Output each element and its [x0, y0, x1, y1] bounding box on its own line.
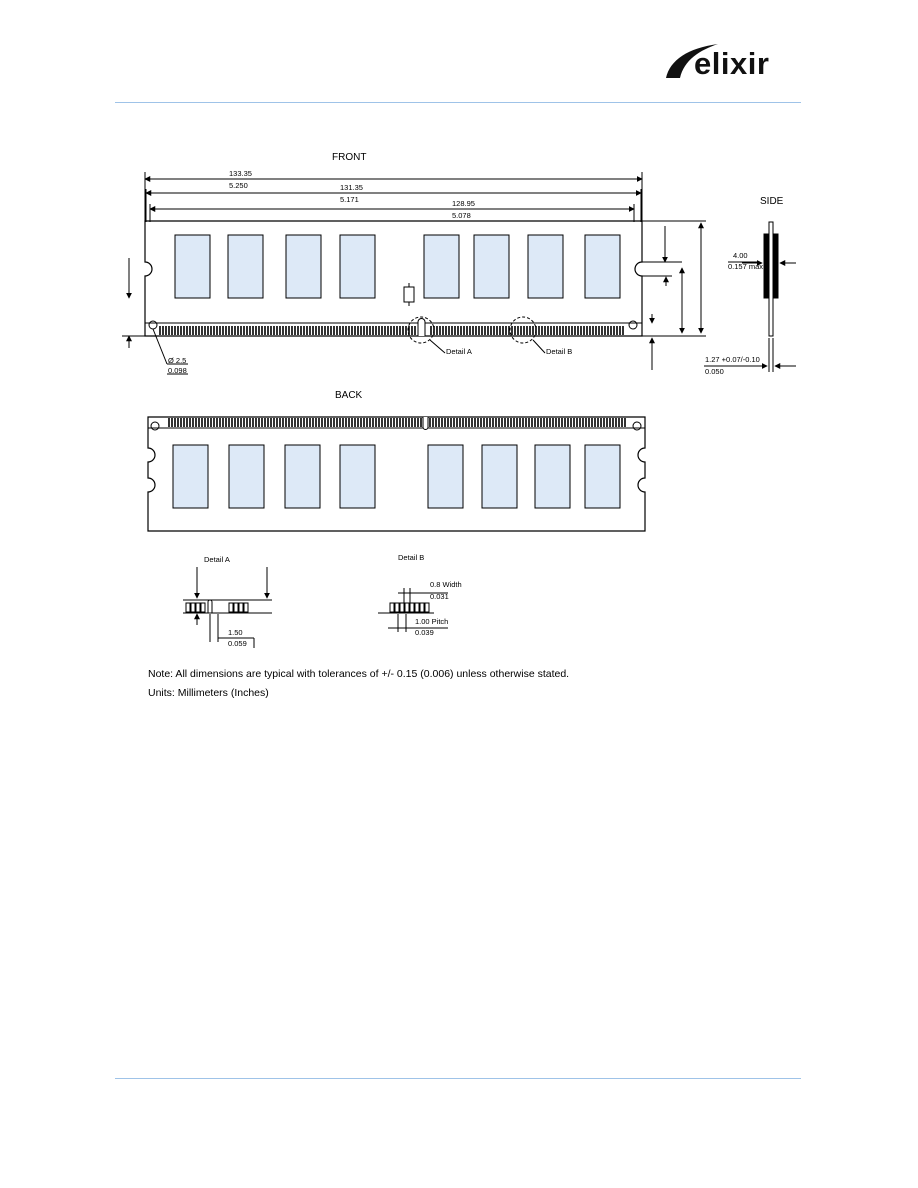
detail-a-dim-mm: 1.50 — [228, 628, 243, 637]
back-chip — [585, 445, 620, 508]
back-pins — [169, 418, 625, 427]
back-view — [148, 417, 645, 531]
front-pins — [160, 326, 623, 335]
dim-overall-in: 5.250 — [229, 181, 248, 190]
mounting-hole — [629, 321, 637, 329]
front-chip — [585, 235, 620, 298]
back-chip — [173, 445, 208, 508]
front-chip — [474, 235, 509, 298]
back-chip — [340, 445, 375, 508]
front-chip — [340, 235, 375, 298]
pin-pitch-mm: 1.00 Pitch — [415, 617, 449, 626]
side-view-label: SIDE — [760, 196, 784, 207]
side-thickness-mm: 4.00 — [733, 251, 748, 260]
detail-b-callout-label: Detail B — [546, 347, 573, 356]
back-chip — [428, 445, 463, 508]
front-chips — [175, 235, 620, 298]
back-key-notch — [423, 417, 428, 430]
back-view-label: BACK — [335, 390, 363, 401]
units-note: Units: Millimeters (Inches) — [148, 687, 269, 699]
front-pcb-outline — [145, 221, 642, 336]
side-pcb — [769, 222, 773, 336]
dim-inner-mm: 128.95 — [452, 199, 475, 208]
mounting-hole — [151, 422, 159, 430]
detail-b-pins — [390, 603, 429, 612]
back-chip — [229, 445, 264, 508]
side-view — [704, 222, 796, 372]
back-chip — [535, 445, 570, 508]
tolerance-note: Note: All dimensions are typical with tolerances of +/- 0.15 (0.006) unless otherwise stated. — [148, 668, 570, 680]
detail-a-title: Detail A — [204, 555, 230, 564]
detail-a-callout-label: Detail A — [446, 347, 472, 356]
front-chip — [228, 235, 263, 298]
pin-width-mm: 0.8 Width — [430, 580, 462, 589]
pin-pitch-in: 0.039 — [415, 628, 434, 637]
back-chips — [173, 445, 620, 508]
pcb-thickness-in: 0.050 — [705, 367, 724, 376]
dim-middle-mm: 131.35 — [340, 183, 363, 192]
back-chip — [482, 445, 517, 508]
detail-b-callout — [510, 317, 536, 343]
detail-a-pins — [186, 603, 248, 612]
brand-name: elixir — [694, 46, 770, 81]
side-chip-left — [764, 234, 769, 298]
detail-b-title: Detail B — [398, 553, 425, 562]
detail-a-notch — [208, 600, 212, 613]
front-chip — [286, 235, 321, 298]
hole-dim-mm: Ø 2.5 — [168, 356, 187, 365]
front-chip — [175, 235, 210, 298]
dim-middle-in: 5.171 — [340, 195, 359, 204]
mounting-hole — [149, 321, 157, 329]
pcb-thickness-mm: 1.27 +0.07/-0.10 — [705, 355, 760, 364]
key-notch — [418, 319, 425, 336]
dim-overall-mm: 133.35 — [229, 169, 252, 178]
back-chip — [285, 445, 320, 508]
front-chip — [424, 235, 459, 298]
mounting-hole — [633, 422, 641, 430]
spd-eeprom — [404, 287, 414, 302]
hole-dim-in: 0.098 — [168, 366, 187, 375]
dim-inner-in: 5.078 — [452, 211, 471, 220]
side-chip-right — [773, 234, 778, 298]
detail-a-dim-in: 0.059 — [228, 639, 247, 648]
pin-width-in: 0.031 — [430, 592, 449, 601]
side-thickness-in: 0.157 max — [728, 262, 764, 271]
front-chip — [528, 235, 563, 298]
front-view — [122, 169, 706, 374]
front-view-label: FRONT — [332, 152, 367, 163]
